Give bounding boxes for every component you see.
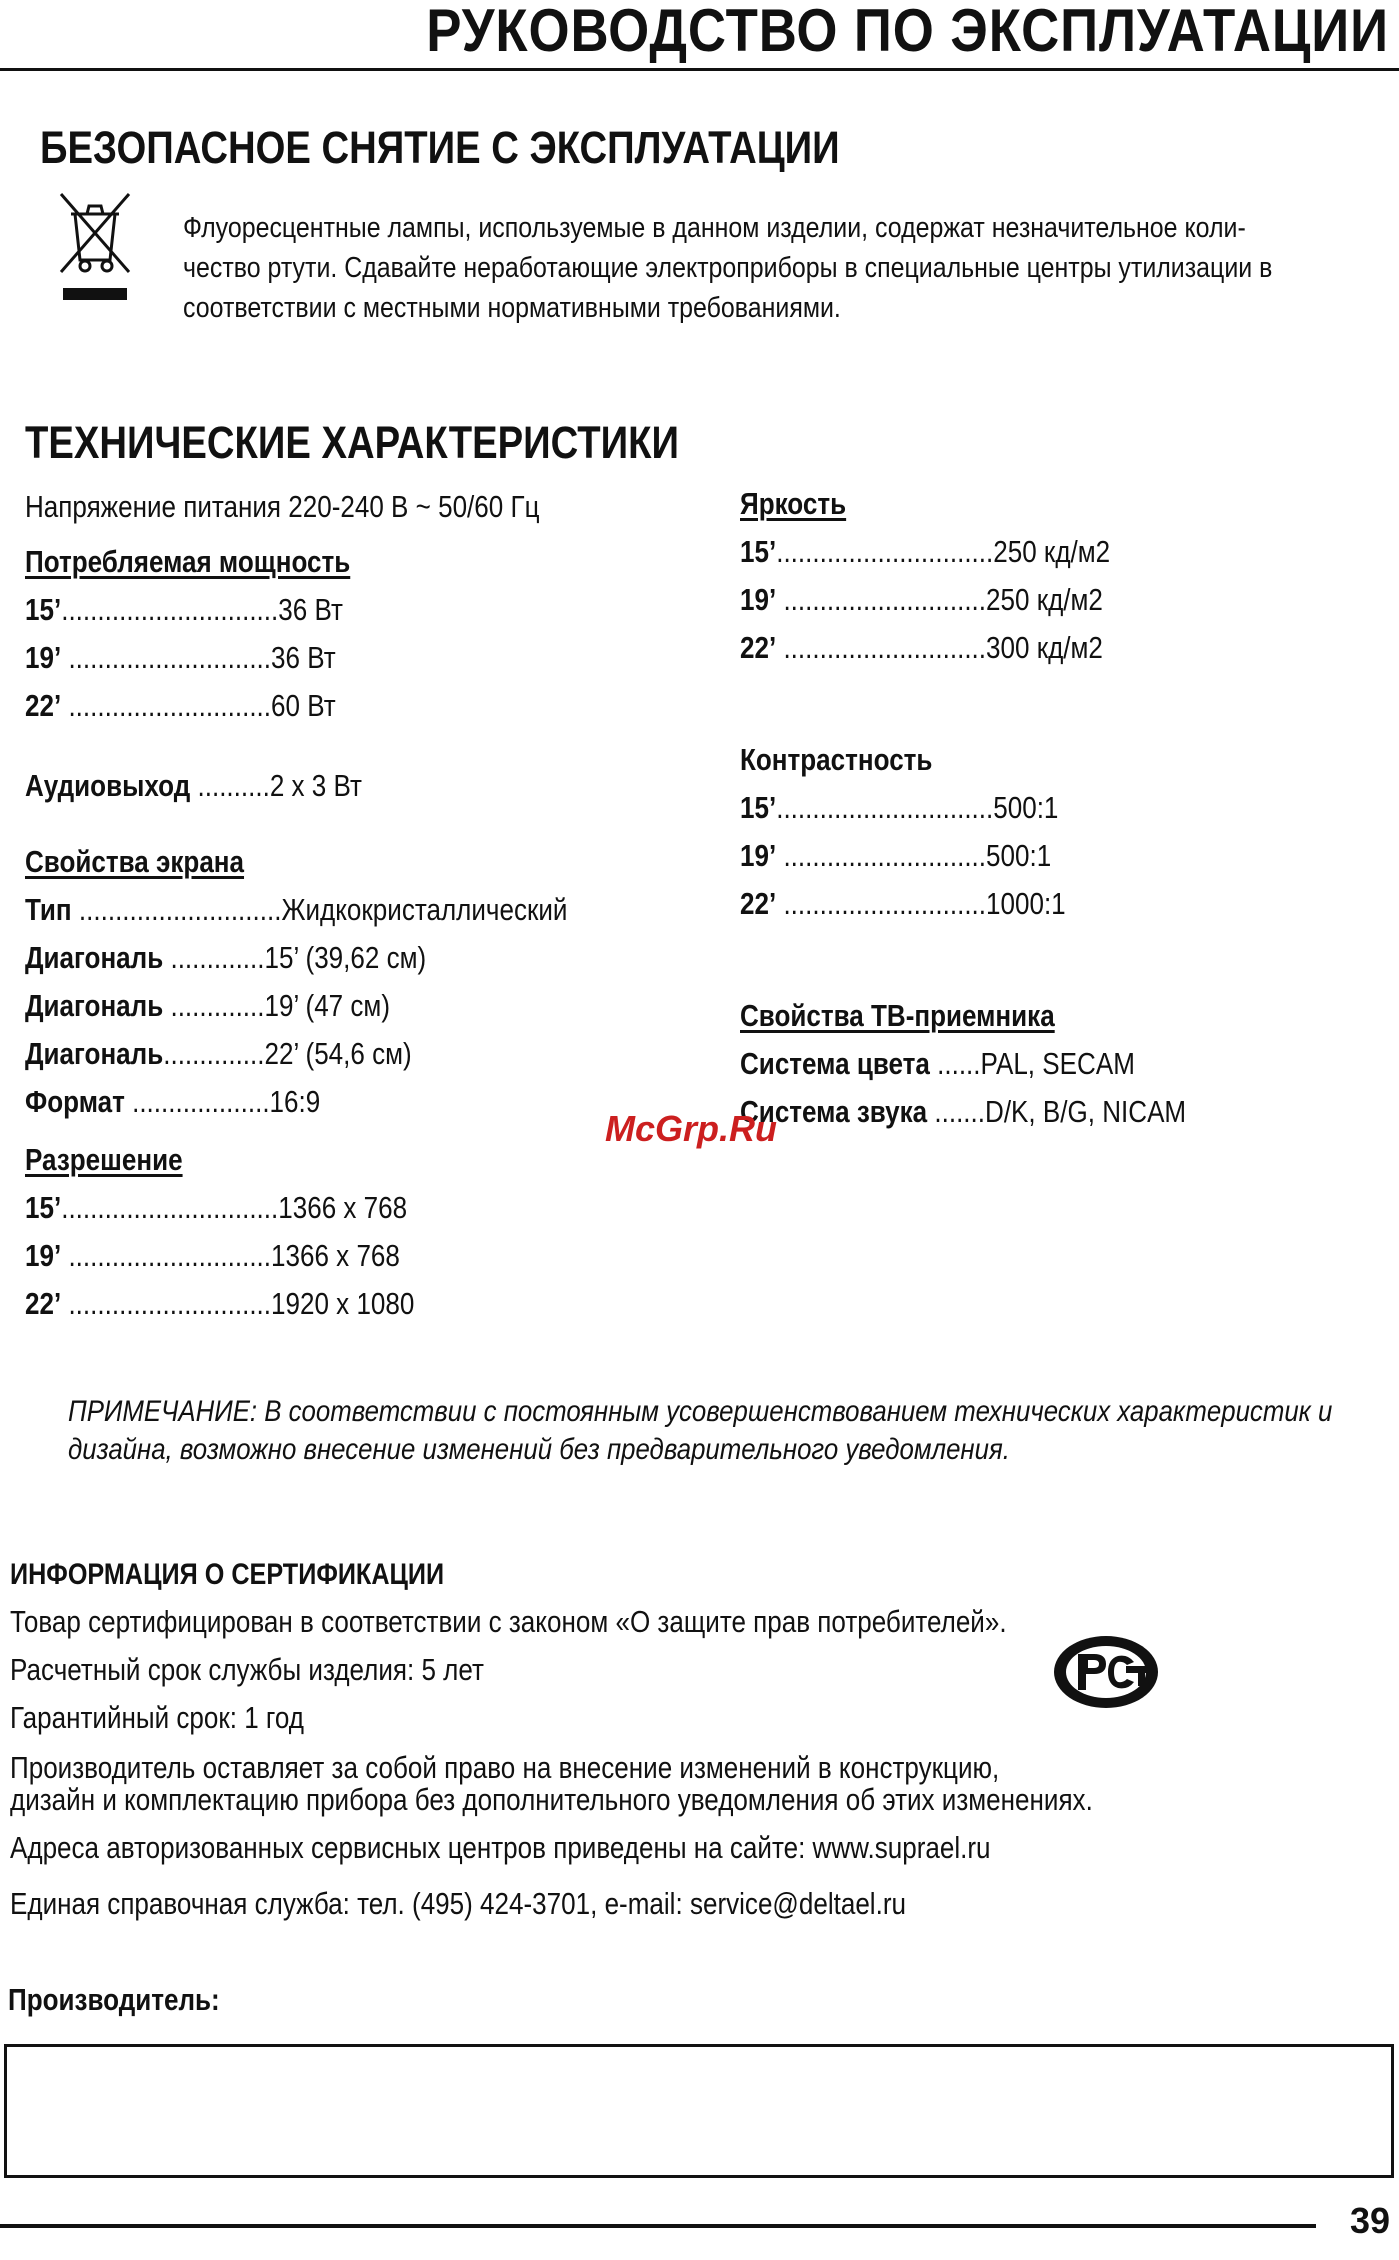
crossed-out-wheelie-bin-icon	[55, 188, 135, 306]
manufacturer-box	[4, 2044, 1394, 2178]
contrast-value: ............................500:1	[776, 838, 1052, 873]
power-size: 22’	[25, 688, 62, 723]
brightness-value: ..............................250 кд/м2	[776, 534, 1111, 569]
tv-value: ......PAL, SECAM	[929, 1046, 1135, 1081]
power-row	[25, 640, 336, 676]
note-line: дизайна, возможно внесение изменений без предварительного уведомления.	[68, 1433, 1010, 1466]
screen-value: ...................16:9	[124, 1084, 321, 1119]
cert-line: Товар сертифицирован в соответствии с законом «О защите прав потребителей».	[10, 1604, 1007, 1639]
screen-value: ..............22’ (54,6 см)	[163, 1036, 412, 1071]
disposal-line: соответствии с местными нормативными требованиями.	[183, 292, 841, 324]
screen-label: Диагональ	[25, 940, 164, 975]
cert-line: Производитель оставляет за собой право на внесение изменений в конструкцию,	[10, 1750, 1000, 1785]
resolution-row	[25, 1238, 400, 1274]
screen-label: Диагональ	[25, 988, 164, 1023]
tv-row	[740, 1046, 1135, 1082]
cert-heading: ИНФОРМАЦИЯ О СЕРТИФИКАЦИИ	[10, 1558, 445, 1591]
tv-label: Система цвета	[740, 1046, 930, 1081]
audio-value: ..........2 x 3 Вт	[190, 768, 362, 803]
contrast-row	[740, 838, 1051, 874]
resolution-value: ............................1920 x 1080	[61, 1286, 415, 1321]
contrast-title: Контрастность	[740, 742, 933, 777]
resolution-row	[25, 1286, 414, 1322]
cert-line: Гарантийный срок: 1 год	[10, 1700, 304, 1735]
contrast-row	[740, 886, 1066, 922]
brightness-size: 15’	[740, 534, 777, 569]
page-number: 39	[1350, 2200, 1391, 2241]
brightness-row	[740, 534, 1110, 570]
specs-heading: ТЕХНИЧЕСКИЕ ХАРАКТЕРИСТИКИ	[25, 417, 679, 468]
disposal-heading: БЕЗОПАСНОЕ СНЯТИЕ С ЭКСПЛУАТАЦИИ	[40, 122, 840, 173]
audio-row	[25, 768, 362, 804]
power-value: ............................60 Вт	[61, 688, 336, 723]
contrast-size: 15’	[740, 790, 777, 825]
screen-row	[25, 1084, 320, 1120]
brightness-size: 19’	[740, 582, 777, 617]
power-row	[25, 592, 343, 628]
brightness-row	[740, 630, 1103, 666]
power-row	[25, 688, 336, 724]
cert-line: дизайн и комплектацию прибора без дополнительного уведомления об этих изменениях.	[10, 1782, 1093, 1817]
screen-label: Формат	[25, 1084, 125, 1119]
cert-line: Единая справочная служба: тел. (495) 424-3701, e-mail: service@deltael.ru	[10, 1886, 906, 1921]
tv-label: Система звука	[740, 1094, 928, 1129]
screen-value: .............19’ (47 см)	[163, 988, 390, 1023]
footer-divider	[0, 2224, 1316, 2228]
screen-title: Свойства экрана	[25, 844, 245, 879]
note-line: ПРИМЕЧАНИЕ: В соответствии с постоянным усовершенствованием технических характеристик и	[68, 1395, 1333, 1428]
tv-title: Свойства ТВ-приемника	[740, 998, 1055, 1033]
contrast-value: ............................1000:1	[776, 886, 1066, 921]
audio-label: Аудиовыход	[25, 768, 191, 803]
resolution-value: ............................1366 x 768	[61, 1238, 400, 1273]
screen-value: ............................Жидкокристаллический	[71, 892, 568, 927]
screen-row	[25, 1036, 412, 1072]
contrast-row	[740, 790, 1058, 826]
resolution-size: 19’	[25, 1238, 62, 1273]
power-value: ............................36 Вт	[61, 640, 336, 675]
brightness-size: 22’	[740, 630, 777, 665]
resolution-value: ..............................1366 x 768	[61, 1190, 408, 1225]
pct-certification-mark-icon	[1050, 1632, 1162, 1712]
cert-line: Адреса авторизованных сервисных центров приведены на сайте: www.suprael.ru	[10, 1830, 991, 1865]
resolution-size: 15’	[25, 1190, 62, 1225]
header-divider	[0, 68, 1399, 71]
screen-row	[25, 892, 567, 928]
screen-row	[25, 988, 390, 1024]
contrast-value: ..............................500:1	[776, 790, 1059, 825]
screen-label: Тип	[25, 892, 72, 927]
disposal-text	[183, 208, 1272, 328]
voltage: Напряжение питания 220-240 В ~ 50/60 Гц	[25, 489, 540, 524]
disposal-line: Флуоресцентные лампы, используемые в данном изделии, содержат незначительное коли-	[183, 212, 1246, 244]
tv-value: .......D/K, B/G, NICAM	[927, 1094, 1187, 1129]
power-value: ..............................36 Вт	[61, 592, 343, 627]
tv-row	[740, 1094, 1186, 1130]
contrast-size: 19’	[740, 838, 777, 873]
resolution-row	[25, 1190, 407, 1226]
power-size: 19’	[25, 640, 62, 675]
power-size: 15’	[25, 592, 62, 627]
brightness-value: ............................250 кд/м2	[776, 582, 1103, 617]
page-title: РУКОВОДСТВО ПО ЭКСПЛУАТАЦИИ	[426, 0, 1389, 64]
disposal-line: чество ртути. Сдавайте неработающие электроприборы в специальные центры утилизации в	[183, 252, 1273, 284]
brightness-title: Яркость	[740, 486, 847, 521]
screen-value: .............15’ (39,62 см)	[163, 940, 427, 975]
brightness-value: ............................300 кд/м2	[776, 630, 1103, 665]
screen-label: Диагональ	[25, 1036, 164, 1071]
resolution-title: Разрешение	[25, 1142, 183, 1177]
contrast-size: 22’	[740, 886, 777, 921]
resolution-size: 22’	[25, 1286, 62, 1321]
power-title: Потребляемая мощность	[25, 544, 351, 579]
manufacturer-label: Производитель:	[8, 1982, 220, 2017]
note-text	[68, 1393, 1332, 1469]
cert-line: Расчетный срок службы изделия: 5 лет	[10, 1652, 484, 1687]
screen-row	[25, 940, 426, 976]
watermark: McGrp.Ru	[605, 1108, 778, 1149]
brightness-row	[740, 582, 1103, 618]
